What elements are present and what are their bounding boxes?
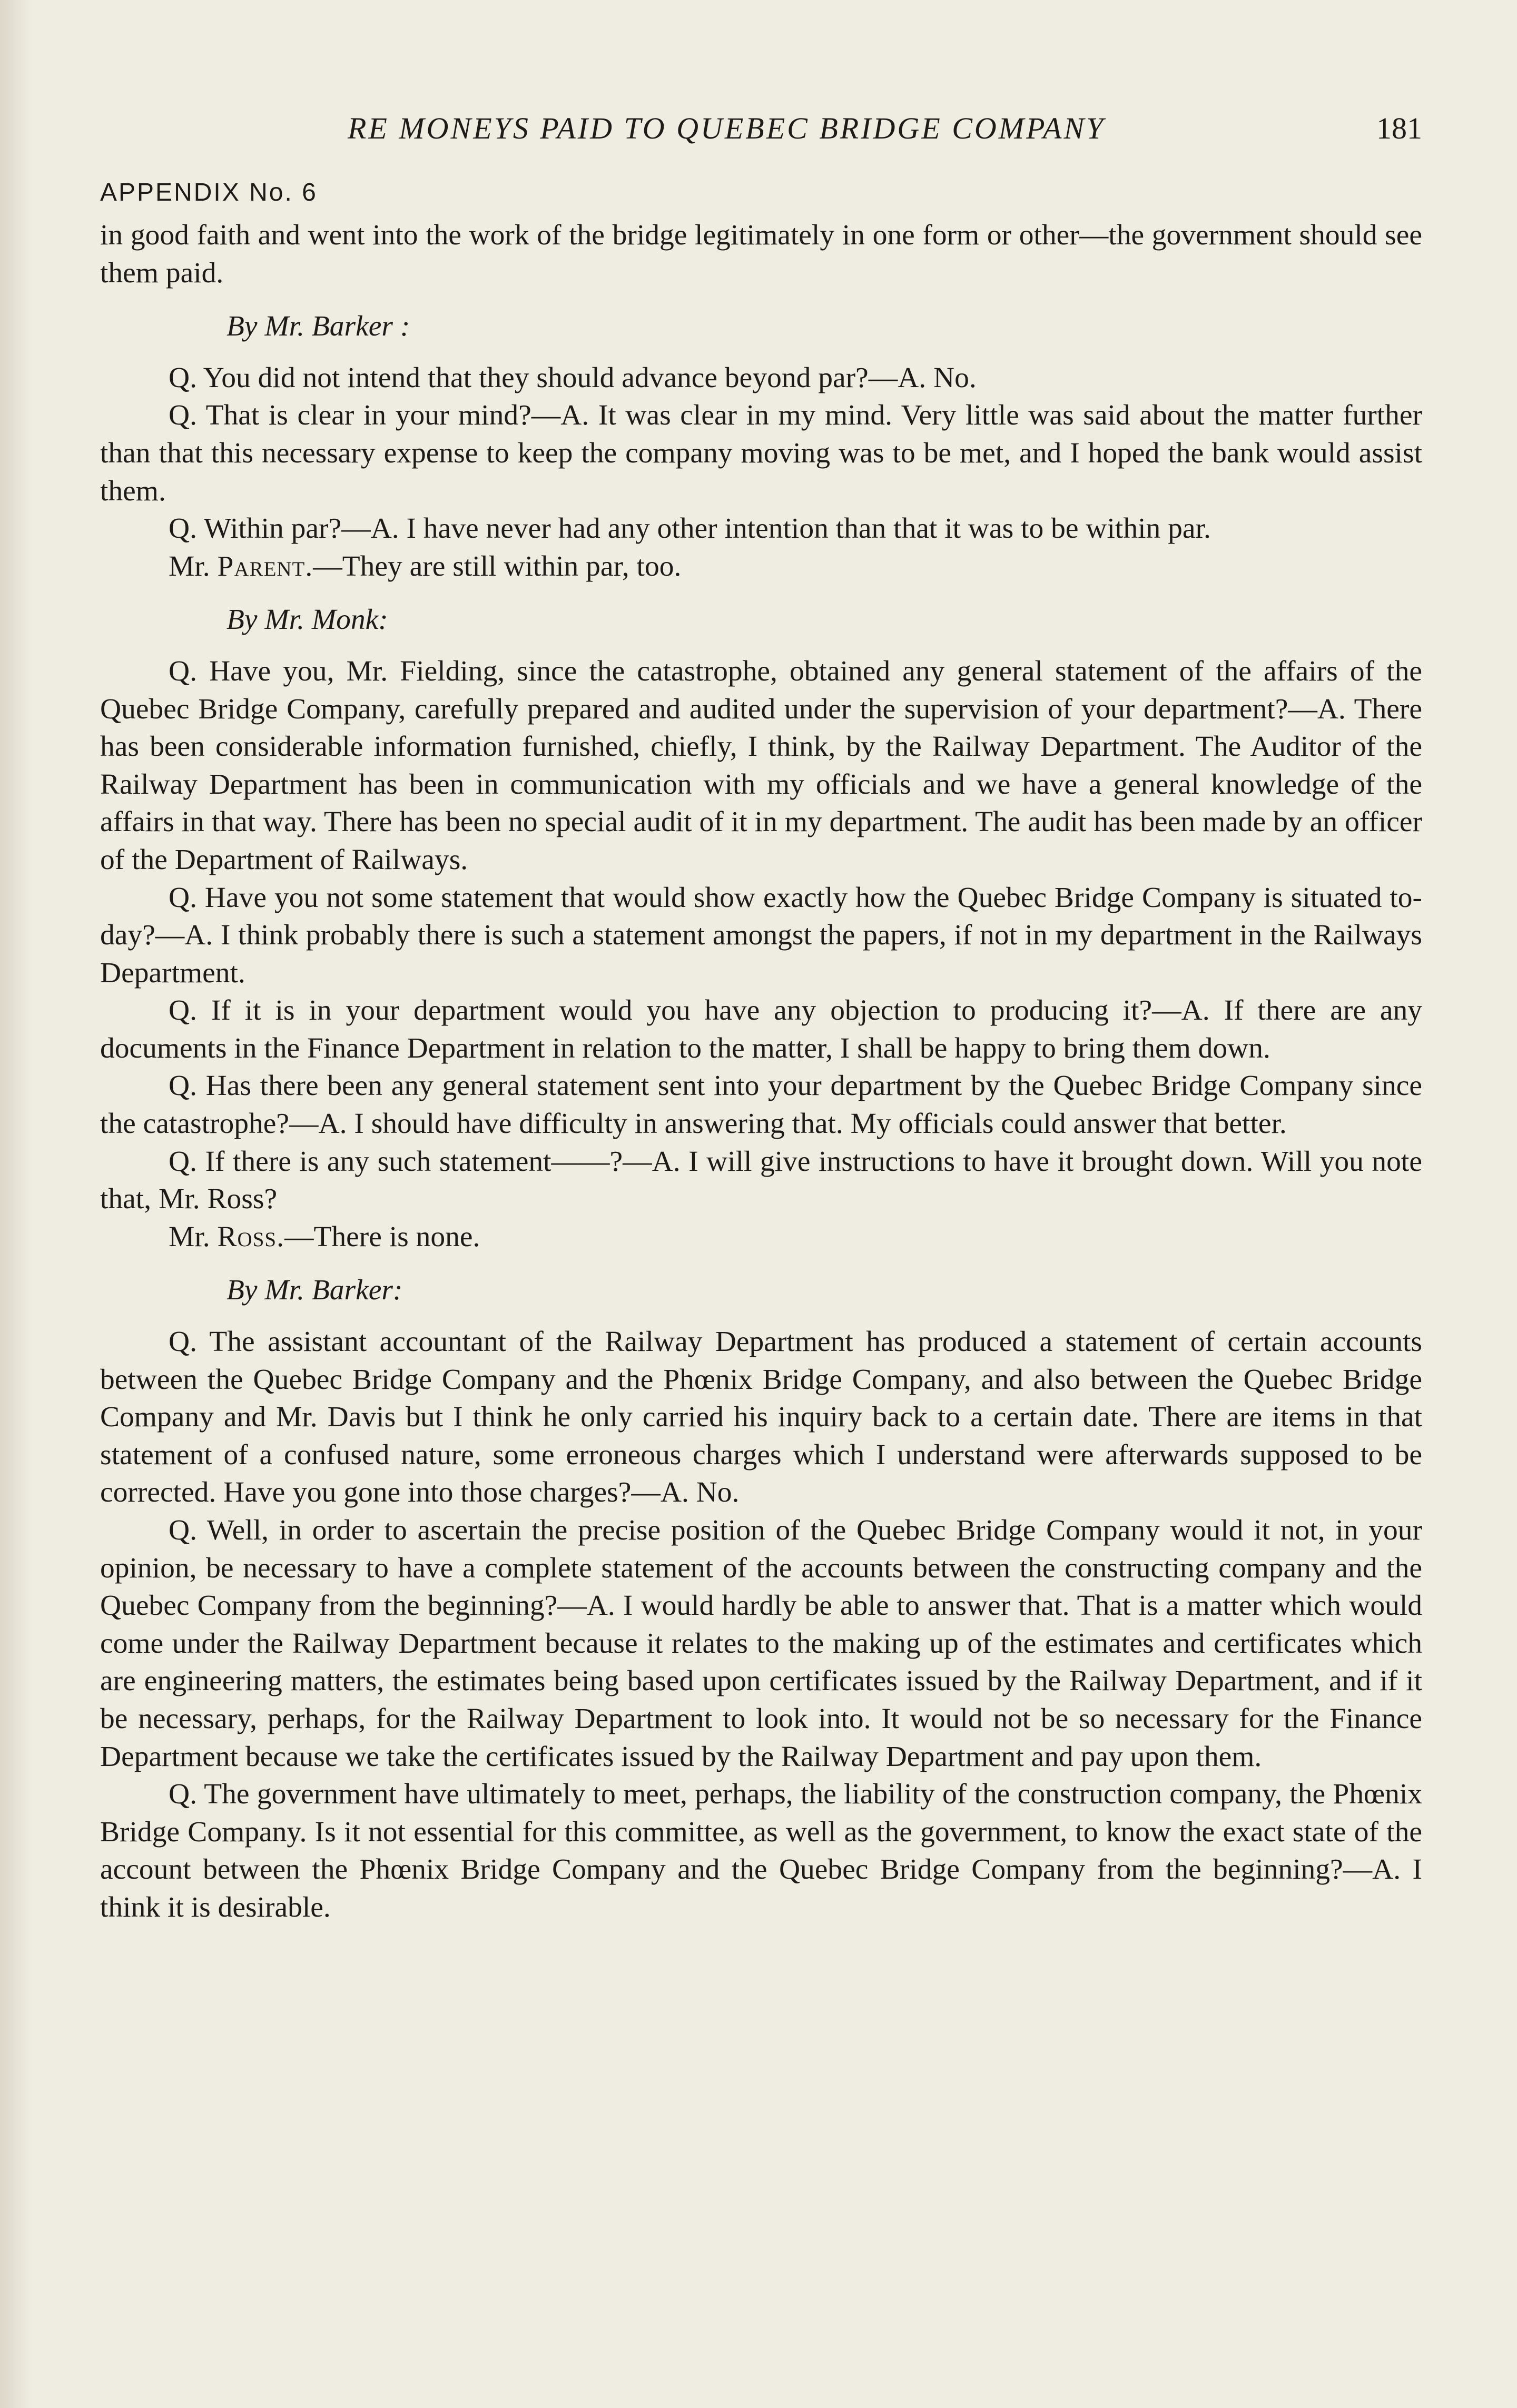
question-answer: Q. The government have ultimately to meet, perhaps, the liability of the construction company, the Phœnix Bridge Company. Is it not essential for this committee, as well as the government, to know the exact state of the account between the Phœnix Bridge Company and the Quebec Bridge Company from the beginning?—A. I think it is desirable. bbox=[100, 1778, 1422, 1923]
page-number: 181 bbox=[1376, 111, 1422, 145]
speaker-remark bbox=[100, 548, 1422, 586]
running-head bbox=[100, 111, 1422, 153]
document-body bbox=[100, 216, 1422, 1927]
question-answer: Q. Have you not some statement that would show exactly how the Quebec Bridge Company is situated to-day?—A. I think probably there is such a statement amongst the papers, if not in my department in the Railways Department. bbox=[100, 881, 1422, 989]
speaker-prefix: Mr. bbox=[169, 550, 218, 583]
document-page bbox=[100, 111, 1422, 1927]
speaker-speech: —They are still within par, too. bbox=[313, 550, 682, 583]
paragraph-continuation: in good faith and went into the work of the bridge legitimately in one form or other—the government should see them paid. bbox=[100, 219, 1422, 289]
question-answer: Q. Have you, Mr. Fielding, since the catastrophe, obtained any general statement of the affairs of the Quebec Bridge Company, carefully prepared and audited under the supervision of your department?—A. There has been considerable information furnished, chiefly, I think, by the Railway Department. The Auditor of the Railway Department has been in communication with my officials and we have a general knowledge of the affairs in that way. There has been no special audit of it in my department. The audit has been made by an officer of the Department of Railways. bbox=[100, 655, 1422, 876]
speaker-heading: By Mr. Monk: bbox=[226, 604, 388, 636]
question-answer: Q. You did not intend that they should advance beyond par?—A. No. bbox=[169, 361, 977, 394]
speaker-name: Parent. bbox=[217, 550, 313, 583]
speaker-remark bbox=[100, 1218, 1422, 1256]
speaker-speech: —There is none. bbox=[284, 1220, 480, 1253]
running-title: RE MONEYS PAID TO QUEBEC BRIDGE COMPANY bbox=[348, 111, 1106, 145]
question-answer: Q. Well, in order to ascertain the precise position of the Quebec Bridge Company would it not, in your opinion, be necessary to have a complete statement of the accounts between the constructing company and the Quebec Company from the beginning?—A. I would hardly be able to answer that. That is a matter which would come under the Railway Department because it relates to the making up of the estimates and certificates which are engineering matters, the estimates being based upon certificates issued by the Railway Department, and if it be necessary, perhaps, for the Railway Department to look into. It would not be so necessary for the Finance Department because we take the certificates issued by the Railway Department and pay upon them. bbox=[100, 1514, 1422, 1773]
speaker-heading: By Mr. Barker: bbox=[226, 1274, 403, 1307]
speaker-prefix: Mr. bbox=[169, 1220, 218, 1253]
speaker-name: Ross. bbox=[217, 1220, 284, 1253]
question-answer: Q. The assistant accountant of the Railway Department has produced a statement of certain accounts between the Quebec Bridge Company and the Phœnix Bridge Company, and also between the Quebec Bridge Company and Mr. Davis but I think he only carried his inquiry back to a certain date. There are items in that statement of a confused nature, some erroneous charges which I understand were afterwards supposed to be corrected. Have you gone into those charges?—A. No. bbox=[100, 1326, 1422, 1509]
question-answer: Q. If there is any such statement——?—A. I will give instructions to have it brought down. Will you note that, Mr. Ross? bbox=[100, 1145, 1422, 1216]
appendix-label: APPENDIX No. 6 bbox=[100, 179, 318, 206]
question-answer: Q. That is clear in your mind?—A. It was clear in my mind. Very little was said about the matter further than that this necessary expense to keep the company moving was to be met, and I hoped the bank would assist them. bbox=[100, 399, 1422, 507]
question-answer: Q. Within par?—A. I have never had any other intention than that it was to be within par. bbox=[169, 512, 1211, 545]
speaker-heading: By Mr. Barker : bbox=[226, 310, 410, 343]
question-answer: Q. If it is in your department would you have any objection to producing it?—A. If there are any documents in the Finance Department in relation to the matter, I shall be happy to bring them down. bbox=[100, 994, 1422, 1064]
page-edge-shadow bbox=[0, 0, 32, 2408]
question-answer: Q. Has there been any general statement sent into your department by the Quebec Bridge Company since the catastrophe?—A. I should have difficulty in answering that. My officials could answer that better. bbox=[100, 1070, 1422, 1140]
